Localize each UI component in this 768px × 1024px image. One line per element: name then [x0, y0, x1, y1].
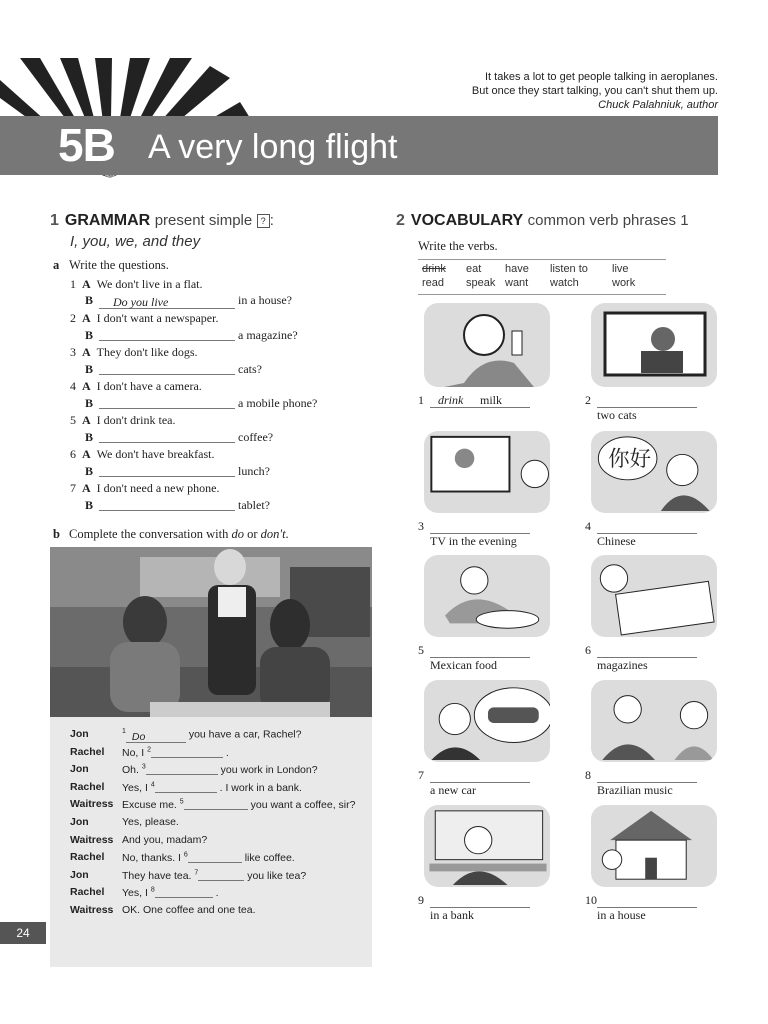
speaker-b-label: B [85, 328, 94, 342]
grammar-item-question-end: lunch? [235, 464, 271, 478]
dialog-text: Excuse me. $^5$ you want a coffee, sir? [122, 798, 356, 812]
grammar-item-statement: I don't drink tea. [96, 413, 176, 427]
vocabulary-item-number: 1 [418, 393, 424, 407]
grammar-item-question-end: a mobile phone? [235, 396, 318, 410]
grammar-item-question-end: cats? [235, 362, 262, 376]
word-bank-word: listen to [550, 263, 588, 275]
restaurant-photo [50, 547, 372, 717]
speaker-b-label: B [85, 396, 94, 410]
answer-blank[interactable] [99, 395, 235, 409]
vocabulary-item-number: 8 [585, 768, 591, 782]
word-bank-word: have [505, 263, 529, 275]
grammar-item-number: 1 [70, 277, 76, 291]
dialog-speaker: Waitress [70, 798, 114, 811]
dialog-answer-blank[interactable] [151, 746, 223, 758]
speaker-b-label: B [85, 498, 94, 512]
word-bank-word: speak [466, 277, 496, 289]
speaker-a-label: A [82, 481, 91, 495]
dialog-text: No, thanks. I $^6$ like coffee. [122, 851, 295, 865]
vocabulary-item-number: 2 [585, 393, 591, 407]
grammar-item-number: 5 [70, 413, 76, 427]
dialog-speaker: Rachel [70, 780, 105, 793]
dialog-speaker: Jon [70, 868, 89, 881]
vocabulary-heading: 2 VOCABULARY common verb phrases 1 [396, 212, 689, 229]
dialog-answer-blank[interactable] [184, 798, 248, 810]
vocabulary-item-number: 10 [585, 893, 597, 907]
dialog-text: Oh. $^3$ you work in London? [122, 763, 318, 777]
dialog-answer-blank[interactable] [198, 869, 244, 881]
grammar-item-statement: I don't want a newspaper. [96, 311, 219, 325]
vocabulary-phrase: in a bank [430, 908, 474, 922]
grammar-item-statement: We don't have breakfast. [96, 447, 215, 461]
vocabulary-illustration [591, 431, 717, 513]
grammar-item-line-a [70, 413, 175, 428]
epigraph-quote [472, 70, 718, 112]
speaker-a-label: A [82, 413, 91, 427]
word-bank-word: read [422, 277, 445, 289]
word-bank-word: live [612, 263, 629, 275]
dialog-text: No, I $^2$ . [122, 746, 229, 759]
vocabulary-illustration [591, 555, 717, 637]
answer-blank[interactable] [99, 497, 235, 511]
grammar-item-number: 6 [70, 447, 76, 461]
grammar-item-line-b [85, 327, 298, 343]
question-box-icon: ? [257, 214, 270, 228]
dialog-answer-blank[interactable] [155, 781, 217, 793]
grammar-item-line-b [85, 429, 273, 445]
word-bank-word: work [612, 277, 636, 289]
grammar-item-line-a [70, 379, 202, 394]
dialog-text: They have tea. $^7$ you like tea? [122, 869, 307, 882]
vocabulary-phrase: in a house [597, 908, 646, 922]
grammar-item-statement: I don't have a camera. [96, 379, 202, 393]
vocabulary-illustration [424, 805, 550, 887]
grammar-heading: 1 GRAMMAR present simple ? : [50, 212, 274, 229]
speaker-b-label: B [85, 293, 94, 307]
grammar-item-line-b [85, 293, 292, 309]
grammar-subtopic: I, you, we, and they [70, 233, 201, 250]
grammar-item-question-end: coffee? [235, 430, 274, 444]
grammar-item-line-a [70, 481, 219, 496]
dialog-speaker: Waitress [70, 833, 114, 846]
dialog-speaker: Waitress [70, 904, 114, 916]
dialog-speaker: Rachel [70, 745, 105, 758]
word-bank-word: watch [550, 277, 579, 289]
vocabulary-phrase: Mexican food [430, 658, 497, 672]
grammar-item-line-b [85, 395, 317, 411]
dialog-speaker: Rachel [70, 886, 105, 899]
grammar-item-line-a [70, 311, 218, 326]
dialog-speaker: Rachel [70, 851, 105, 864]
dialog-answer-blank[interactable]: Do [126, 731, 186, 743]
speaker-a-label: A [82, 277, 91, 291]
vocabulary-item-number: 6 [585, 643, 591, 657]
grammar-item-statement: I don't need a new phone. [96, 481, 220, 495]
speaker-b-label: B [85, 362, 94, 376]
page-number: 24 [0, 922, 46, 944]
dialog-text: OK. One coffee and one tea. [122, 904, 256, 916]
vocabulary-illustration [591, 680, 717, 762]
speaker-a-label: A [82, 311, 91, 325]
grammar-item-number: 4 [70, 379, 76, 393]
dialog-speaker: Jon [70, 763, 89, 776]
grammar-item-line-a [70, 447, 215, 462]
vocabulary-answer: drink [438, 393, 464, 407]
vocabulary-illustration [591, 303, 717, 387]
word-bank-word: eat [466, 263, 482, 275]
quote-line-2: But once they start talking, you can't shut them up. [471, 85, 718, 97]
grammar-item-line-a [70, 277, 203, 292]
vocabulary-phrase: magazines [597, 658, 648, 672]
vocabulary-instruction: Write the verbs. [418, 239, 498, 253]
grammar-part-b-instruction: b Complete the conversation with do or don't. [53, 527, 289, 541]
grammar-item-line-b [85, 497, 270, 513]
vocabulary-phrase: two cats [597, 408, 637, 422]
vocabulary-item-number: 3 [418, 519, 424, 533]
grammar-part-a-instruction: a Write the questions. [53, 258, 169, 272]
quote-author: Chuck Palahniuk, author [598, 99, 718, 111]
speaker-b-label: B [85, 464, 94, 478]
grammar-item-line-b [85, 463, 270, 479]
vocabulary-phrase: Chinese [597, 534, 636, 548]
vocabulary-item-number: 4 [585, 519, 591, 533]
vocabulary-illustration [424, 680, 550, 762]
grammar-item-number: 7 [70, 481, 76, 495]
word-bank [418, 259, 666, 295]
vocabulary-illustration [424, 431, 550, 513]
grammar-item-question-end: tablet? [235, 498, 270, 512]
word-bank-word: want [505, 277, 529, 289]
quote-line-1: It takes a lot to get people talking in aeroplanes. [485, 71, 718, 83]
unit-code: 5B [58, 119, 115, 171]
dialog-text: Yes, please. [122, 816, 179, 828]
vocabulary-item-number: 9 [418, 893, 424, 907]
answer-blank[interactable] [99, 429, 235, 443]
vocabulary-phrase: TV in the evening [430, 534, 517, 548]
vocabulary-illustration [424, 303, 550, 387]
dialog-text: Yes, I $^8$ . [122, 886, 219, 900]
dialog-speaker: Jon [70, 816, 89, 828]
answer-blank[interactable]: Do you live [99, 295, 235, 309]
vocabulary-illustration [424, 555, 550, 637]
speaker-a-label: A [82, 447, 91, 461]
answer-blank[interactable] [99, 463, 235, 477]
vocabulary-item-number: 5 [418, 643, 424, 657]
speaker-b-label: B [85, 430, 94, 444]
word-bank-word: drink [422, 263, 446, 275]
grammar-item-question-end: in a house? [235, 293, 292, 307]
speaker-a-label: A [82, 345, 91, 359]
dialog-text: And you, madam? [122, 833, 208, 846]
vocabulary-item-number: 7 [418, 768, 424, 782]
grammar-item-question-end: a magazine? [235, 328, 298, 342]
vocabulary-illustration [591, 805, 717, 887]
grammar-item-number: 2 [70, 311, 76, 325]
dialog-text: Yes, I $^4$ . I work in a bank. [122, 781, 302, 794]
vocabulary-phrase: a new car [430, 783, 476, 797]
answer-blank[interactable] [99, 327, 235, 341]
grammar-item-line-a [70, 345, 198, 360]
dialog-speaker: Jon [70, 728, 89, 740]
answer-blank[interactable] [99, 361, 235, 375]
unit-title: A very long flight [148, 128, 398, 166]
grammar-item-statement: They don't like dogs. [96, 345, 198, 359]
dialog-answer-blank[interactable] [155, 886, 213, 898]
svg-text:你好: 你好 [608, 447, 652, 473]
dialog-answer-blank[interactable] [146, 763, 218, 775]
dialog-answer-blank[interactable] [188, 851, 242, 863]
vocabulary-phrase: Brazilian music [597, 783, 673, 797]
grammar-item-number: 3 [70, 345, 76, 359]
grammar-item-statement: We don't live in a flat. [96, 277, 203, 291]
vocabulary-phrase: milk [480, 393, 503, 407]
dialog-text: $^1$ Do you have a car, Rachel? [122, 728, 302, 743]
speaker-a-label: A [82, 379, 91, 393]
grammar-item-line-b [85, 361, 262, 377]
